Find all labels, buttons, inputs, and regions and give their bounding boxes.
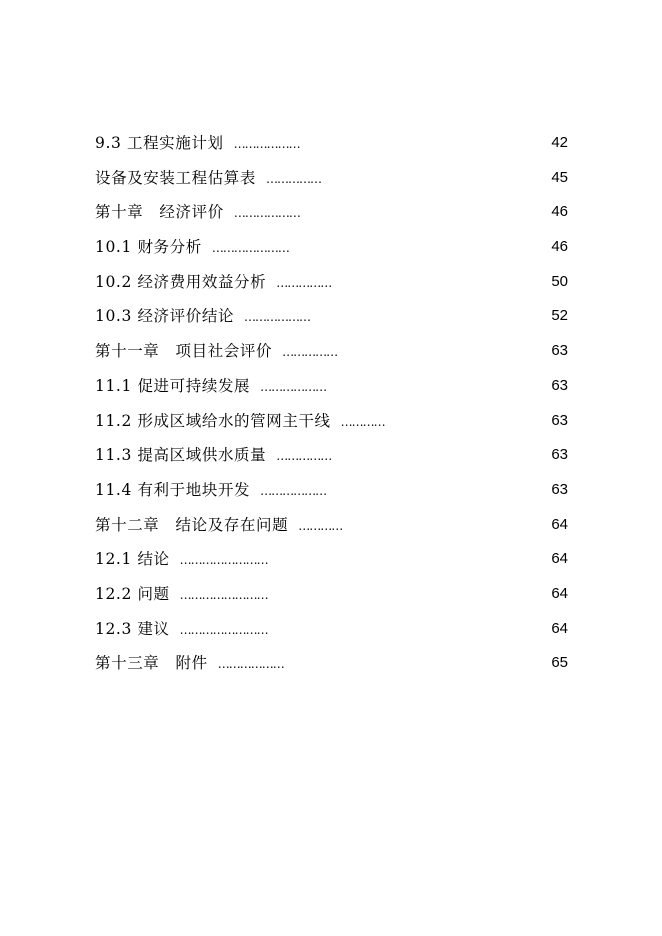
toc-page-number: 50 (551, 272, 568, 290)
toc-leader-dots: ……………… (260, 379, 327, 394)
toc-page-number: 42 (551, 134, 568, 151)
toc-page-number: 52 (551, 307, 568, 325)
toc-leader-dots: ……………… (260, 483, 327, 498)
toc-leader-dots: ……………… (233, 206, 300, 221)
toc-leader-dots: …………………… (179, 553, 268, 568)
toc-entry-title: 第十一章 项目社会评价 (95, 342, 273, 361)
toc-entry (95, 404, 568, 439)
toc-entry-title: 11.1 促进可持续发展 (95, 376, 251, 395)
toc-entry (95, 508, 568, 543)
toc-page-number: 45 (551, 168, 568, 186)
toc-entry-title: 12.1 结论 (95, 550, 170, 569)
toc-leader-dots: …………… (276, 449, 332, 464)
toc-leader-dots: …………………… (179, 622, 268, 637)
toc-page-number: 63 (551, 376, 568, 394)
toc-leader-dots: ……………… (217, 657, 284, 672)
toc-entry-title: 12.2 问题 (95, 584, 170, 603)
toc-leader-dots: ……………… (244, 310, 311, 325)
toc-leader-dots: ……………… (233, 137, 300, 151)
toc-entry (95, 369, 568, 404)
toc-leader-dots: ………………… (211, 241, 289, 256)
toc-entry-title: 9.3 工程实施计划 (95, 134, 224, 152)
toc-entry (95, 612, 568, 647)
toc-entry-title: 设备及安装工程估算表 (95, 168, 257, 187)
toc-entry (95, 334, 568, 369)
toc-leader-dots: ………… (298, 518, 343, 533)
toc-entry-title: 11.4 有利于地块开发 (95, 480, 251, 499)
toc-page-number: 64 (551, 515, 568, 533)
toc-leader-dots: …………… (266, 171, 322, 186)
toc-page-number: 64 (551, 584, 568, 602)
toc-entry-title: 10.1 财务分析 (95, 238, 202, 257)
toc-entry (95, 126, 568, 161)
toc-entry (95, 438, 568, 473)
toc-entry-title: 第十三章 附件 (95, 654, 208, 673)
toc-page-number: 64 (551, 619, 568, 637)
toc-entry (95, 577, 568, 612)
toc-entry (95, 161, 568, 196)
toc-leader-dots: …………… (276, 275, 332, 290)
toc-page-number: 46 (551, 203, 568, 221)
toc-entry-title: 第十章 经济评价 (95, 203, 224, 222)
toc-entry-title: 10.3 经济评价结论 (95, 307, 235, 326)
toc-entry-title: 12.3 建议 (95, 619, 170, 638)
toc-entry-title: 10.2 经济费用效益分析 (95, 272, 267, 291)
toc-entry (95, 473, 568, 508)
toc-entry (95, 646, 568, 681)
toc-page-number: 46 (551, 238, 568, 256)
toc-page-number: 63 (551, 480, 568, 498)
toc-entry (95, 265, 568, 300)
toc-entry-title: 11.3 提高区域供水质量 (95, 446, 267, 465)
toc-entry (95, 195, 568, 230)
toc-entry (95, 299, 568, 334)
toc-page-number: 65 (551, 654, 568, 672)
toc-page-number: 63 (551, 411, 568, 429)
toc-entry (95, 542, 568, 577)
toc-page-number: 64 (551, 550, 568, 568)
toc-entry-title: 第十二章 结论及存在问题 (95, 515, 289, 534)
toc-entry-title: 11.2 形成区域给水的管网主干线 (95, 411, 331, 430)
toc-leader-dots: …………………… (179, 587, 268, 602)
toc-page-number: 63 (551, 342, 568, 360)
toc-entry (95, 230, 568, 265)
toc-leader-dots: ………… (340, 414, 385, 429)
toc-page-number: 63 (551, 446, 568, 464)
table-of-contents (95, 126, 568, 681)
toc-leader-dots: …………… (282, 345, 338, 360)
